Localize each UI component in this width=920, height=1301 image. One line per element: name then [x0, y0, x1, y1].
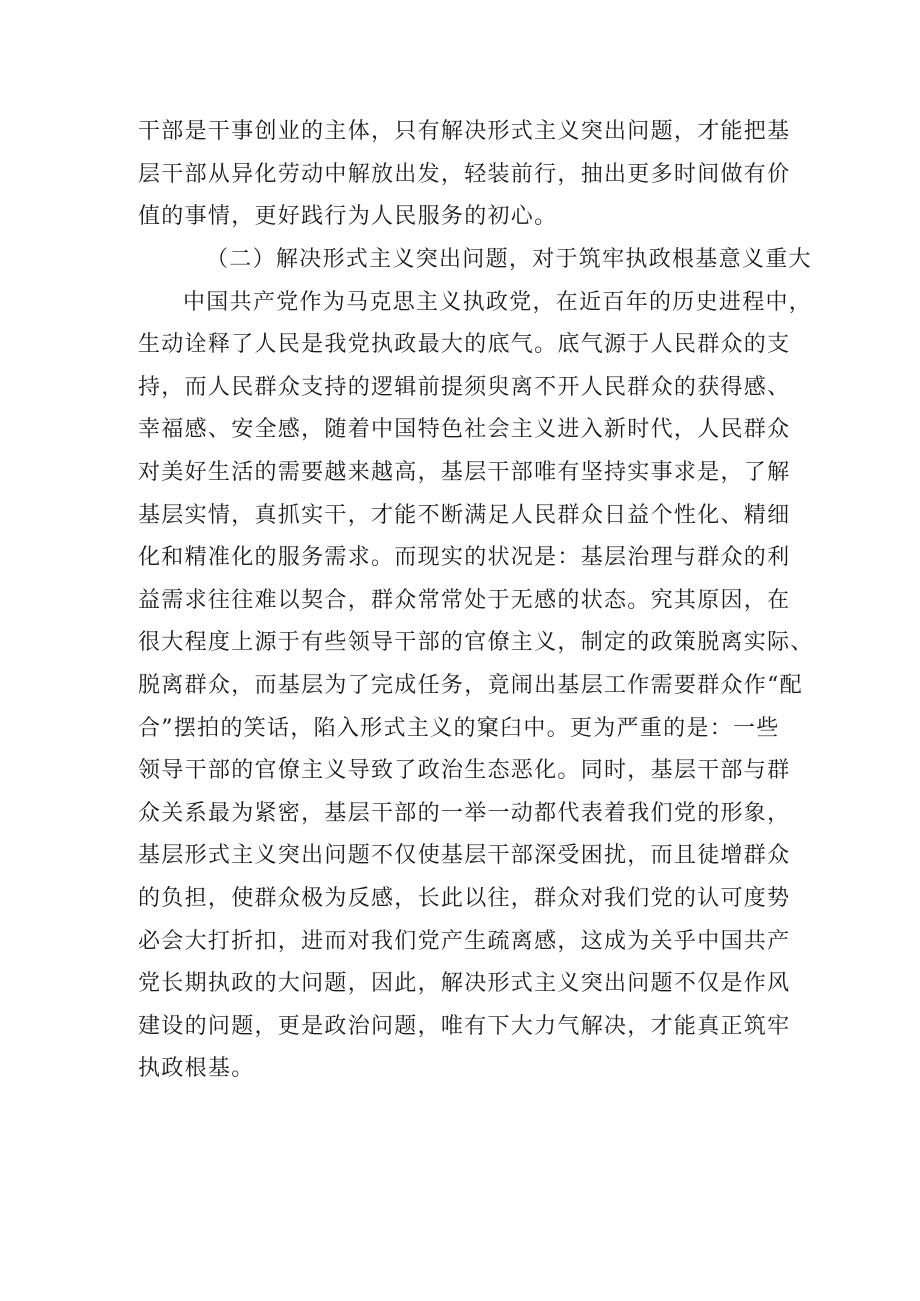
paragraph-2-line-4: 幸福感、安全感，随着中国特色社会主义进入新时代，人民群众: [138, 417, 791, 442]
paragraph-2-line-16: 必会大打折扣，进而对我们党产生疏离感，这成为关乎中国共产: [138, 929, 791, 954]
paragraph-2-line-8: 益需求往往难以契合，群众常常处于无感的状态。究其原因，在: [138, 588, 791, 613]
paragraph-2-line-9: 很大程度上源于有些领导干部的官僚主义，制定的政策脱离实际、: [138, 630, 814, 655]
paragraph-2-line-6: 基层实情，真抓实干，才能不断满足人民群众日益个性化、精细: [138, 503, 791, 528]
paragraph-2-line-19: 执政根基。: [138, 1056, 255, 1081]
paragraph-2-line-17: 党长期执政的大问题，因此，解决形式主义突出问题不仅是作风: [138, 971, 791, 996]
paragraph-2-line-10: 脱离群众，而基层为了完成任务，竟闹出基层工作需要群众作“配: [138, 673, 803, 698]
paragraph-1-line-1: 干部是干事创业的主体，只有解决形式主义突出问题，才能把基: [138, 119, 791, 144]
paragraph-1-line-2: 层干部从异化劳动中解放出发，轻装前行，抽出更多时间做有价: [138, 162, 791, 187]
paragraph-2-line-14: 基层形式主义突出问题不仅使基层干部深受困扰，而且徒增群众: [138, 843, 791, 868]
paragraph-2-line-2: 生动诠释了人民是我党执政最大的底气。底气源于人民群众的支: [138, 332, 791, 357]
paragraph-1-line-3: 值的事情，更好践行为人民服务的初心。: [138, 204, 558, 229]
paragraph-2-line-5: 对美好生活的需要越来越高，基层干部唯有坚持实事求是，了解: [138, 460, 791, 485]
paragraph-2-line-13: 众关系最为紧密，基层干部的一举一动都代表着我们党的形象，: [138, 801, 791, 826]
paragraph-2-line-7: 化和精准化的服务需求。而现实的状况是：基层治理与群众的利: [138, 545, 791, 570]
paragraph-2-line-18: 建设的问题，更是政治问题，唯有下大力气解决，才能真正筑牢: [138, 1014, 791, 1039]
section-heading: （二）解决形式主义突出问题，对于筑牢执政根基意义重大: [206, 247, 812, 272]
paragraph-2-line-12: 领导干部的官僚主义导致了政治生态恶化。同时，基层干部与群: [138, 758, 791, 783]
paragraph-2-line-11: 合”摆拍的笑话，陷入形式主义的窠臼中。更为严重的是：一些: [138, 716, 780, 741]
paragraph-2-line-15: 的负担，使群众极为反感，长此以往，群众对我们党的认可度势: [138, 886, 791, 911]
paragraph-2-line-1: 中国共产党作为马克思主义执政党，在近百年的历史进程中，: [183, 290, 813, 315]
paragraph-2-line-3: 持，而人民群众支持的逻辑前提须臾离不开人民群众的获得感、: [138, 375, 791, 400]
